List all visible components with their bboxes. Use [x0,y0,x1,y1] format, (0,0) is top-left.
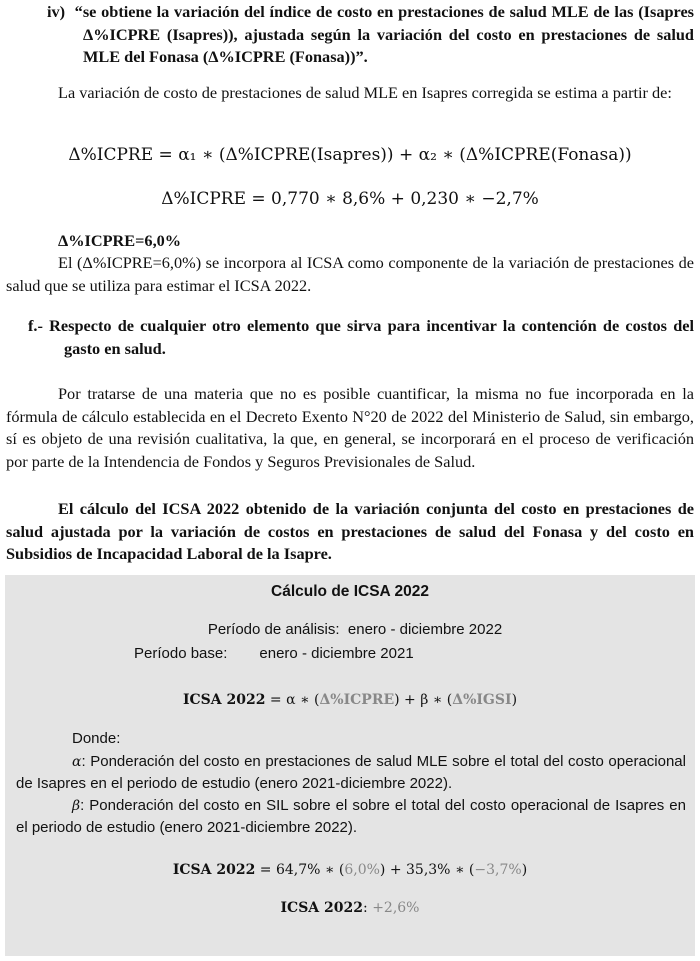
calc-part: = 64,7% ∗ ( [255,862,345,878]
base-value: enero - diciembre 2021 [259,645,414,662]
item-text: “se obtiene la variación del índice de costo en prestaciones de salud MLE de las (Isapres Δ%ICPRE (Isapres)), ajustada según la variación del costo en prestaciones de salud MLE del Fonasa (Δ%ICPRE (Fonasa))”. [74,2,695,66]
alpha-definition [16,751,686,795]
item-label: f.- [28,316,43,335]
item-text: Respecto de cualquier otro elemento que sirva para incentivar la contención de costos del gasto en salud. [49,316,694,358]
base-label: Período base: [134,645,228,662]
calc-part: ) [521,862,528,878]
paragraph: El (Δ%ICPRE=6,0%) se incorpora al ICSA como componente de la variación de prestaciones de salud que se utiliza para estimar el ICSA 2022. [6,253,694,295]
calc-part: ) + 35,3% ∗ ( [379,862,475,878]
result-icpre: Δ%ICPRE=6,0% [58,231,182,250]
result-colon: : [363,900,373,916]
paragraph: Por tratarse de una materia que no es posible cuantificar, la misma no fue incorporada en la fórmula de cálculo establecida en el Decreto Exento N°20 de 2022 del Ministerio de Salud, sin embargo, sí es objeto de una revisión cualitativa, la que, en general, se incorporará en el proceso de verificación por parte de la Intendencia de Fondos y Seguros Previsionales de Salud. [6,384,694,471]
icsa-result [5,900,695,916]
result-value: +2,6% [372,900,420,916]
equation-2: Δ%ICPRE = 0,770 ∗ 8,6% + 0,230 ∗ −2,7% [161,189,539,209]
calc-igsi-value: −3,7% [474,862,522,878]
formula-part: = α ∗ ( [265,692,320,708]
beta-definition [16,795,686,839]
formula-icpre: Δ%ICPRE [319,692,395,708]
beta-text: : Ponderación del costo en SIL sobre el sobre el total del costo operacional de Isapres en el periodo de estudio (enero 2021-diciembre 2022). [16,797,686,836]
icsa-calculation-box [5,575,695,956]
paragraph-bold: El cálculo del ICSA 2022 obtenido de la variación conjunta del costo en prestaciones de salud ajustada por la variación de costos en prestaciones de salud del Fonasa y del costo en Subsidios de Incapacidad Laboral de la Isapre. [6,499,694,563]
result-lhs: ICSA 2022 [280,900,364,916]
item-iv [6,1,694,69]
calc-lhs: ICSA 2022 [172,862,256,878]
alpha-text: : Ponderación del costo en prestaciones de salud MLE sobre el total del costo operacional de Isapres en el periodo de estudio (enero 2021-diciembre 2022). [16,753,686,792]
item-label: iv) [47,2,66,21]
formula-part: ) + β ∗ ( [394,692,453,708]
donde-label: Donde: [72,730,121,747]
beta-symbol: β [72,798,81,814]
period-label: Período de análisis: [207,621,340,638]
analysis-period [5,621,695,638]
formula-part: ) [511,692,518,708]
equation-1: Δ%ICPRE = α₁ ∗ (Δ%ICPRE(Isapres)) + α₂ ∗ (Δ%ICPRE(Fonasa)) [68,145,632,165]
icsa-calculation [5,862,695,878]
formula-lhs: ICSA 2022 [182,692,266,708]
alpha-symbol: α [72,754,82,770]
formula-igsi: Δ%IGSI [452,692,512,708]
icsa-formula [5,692,695,708]
item-f [28,315,694,360]
box-title: Cálculo de ICSA 2022 [271,583,429,600]
paragraph: La variación de costo de prestaciones de salud MLE en Isapres corregida se estima a partir de: [58,83,672,102]
period-value: enero - diciembre 2022 [347,621,503,638]
calc-icpre-value: 6,0% [344,862,380,878]
base-period [134,645,414,662]
